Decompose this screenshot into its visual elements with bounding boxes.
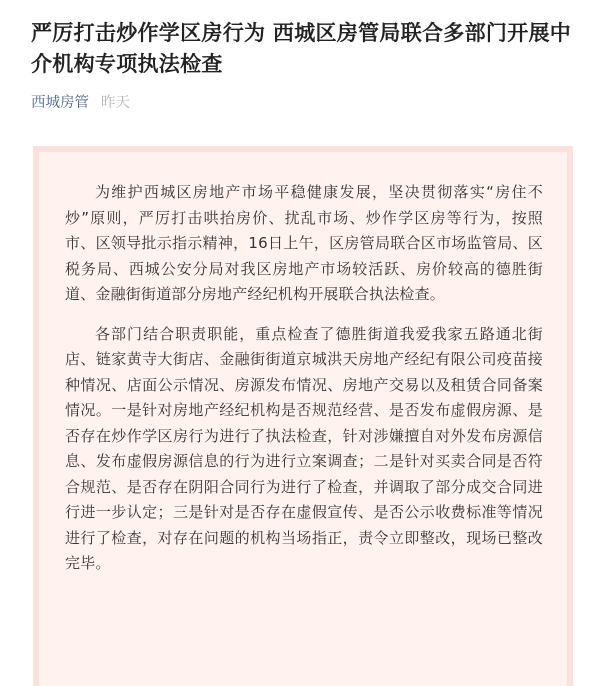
content-box [33,146,573,686]
publish-time: 昨天 [101,95,130,111]
paragraph: 为维护西城区房地产市场平稳健康发展，坚决贯彻落实“房住不炒”原则，严厉打击哄抬房价、扰乱市场、炒作学区房等行为，按照市、区领导批示指示精神，16日上午，区房管局联合区市场监管局、区税务局、西城公安分局对我区房地产市场较活跃、房价较高的德胜街道、金融街街道部分房地产经纪机构开展联合执法检查。 [65,183,543,303]
article-title: 严厉打击炒作学区房行为 西城区房管局联合多部门开展中介机构专项执法检查 [31,21,572,76]
article-body [65,180,543,591]
author-link[interactable]: 西城房管 [31,95,89,111]
paragraph: 各部门结合职责职能，重点检查了德胜街道我爱我家五路通北街店、链家黄寺大街店、金融街街道京城洪天房地产经纪有限公司疫苗接种情况、店面公示情况、房源发布情况、房地产交易以及租赁合同备案情况。一是针对房地产经纪机构是否规范经营、是否发布虚假房源、是否存在炒作学区房行为进行了执法检查，针对涉嫌擅自对外发布房源信息、发布虚假房源信息的行为进行立案调查；二是针对买卖合同是否符合规范、是否存在阴阳合同行为进行了检查，并调取了部分成交合同进行进一步认定；三是针对是否存在虚假宣传、是否公示收费标准等情况进行了检查，对存在问题的机构当场指正，责令立即整改，现场已整改完毕。 [65,324,543,572]
article-meta [31,93,130,113]
